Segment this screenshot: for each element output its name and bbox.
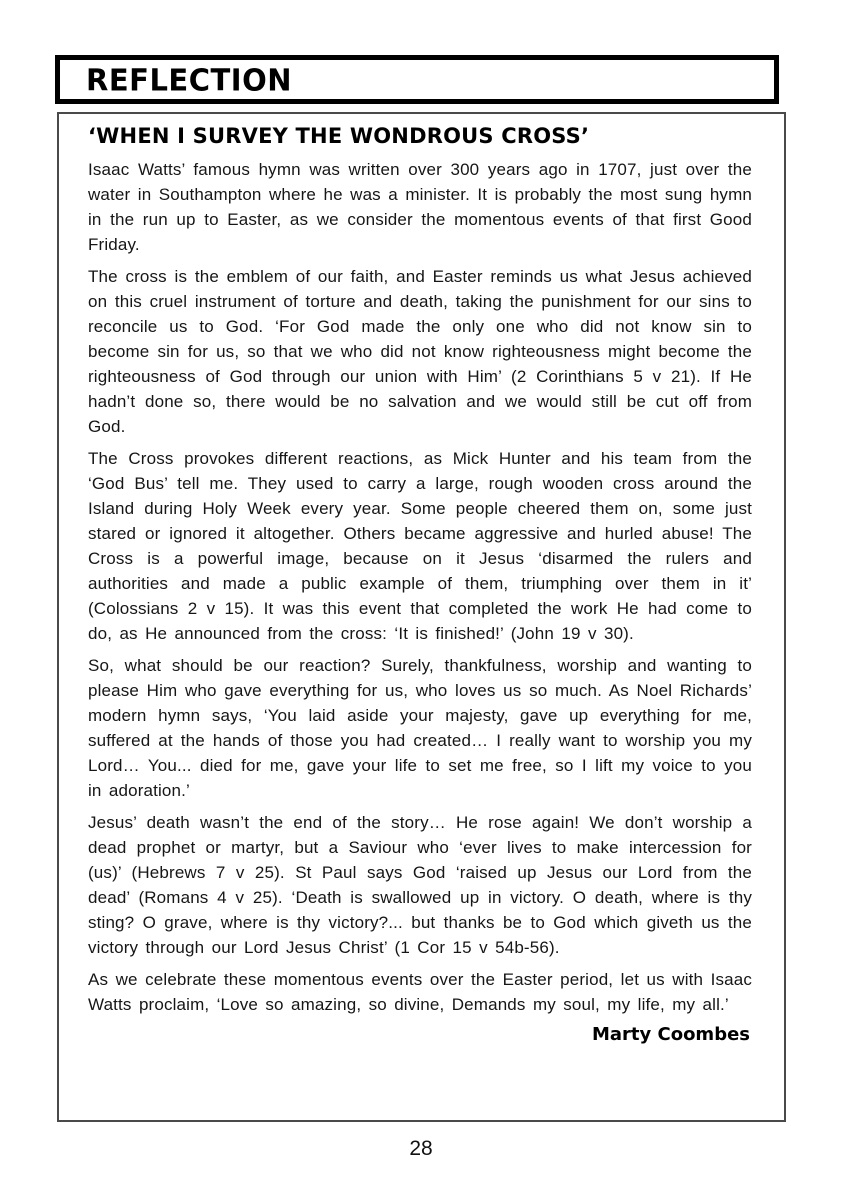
article-title: ‘WHEN I SURVEY THE WONDROUS CROSS’ <box>88 124 590 148</box>
article-paragraph-5: Jesus’ death wasn’t the end of the story… He rose again! We don’t worship a dead prophet or martyr, but a Saviour who ‘ever lives to make intercession for (us)’ (Hebrews 7 v 25). St Paul says God ‘raised up Jesus our Lord from the dead’ (Romans 4 v 25). ‘Death is swallowed up in victory. O death, where is thy sting? O grave, where is thy victory?... but thanks be to God which giveth us the victory through our Lord Jesus Christ’ (1 Cor 15 v 54b-56). <box>88 813 752 957</box>
section-header-box <box>55 55 779 104</box>
page-number: 28 <box>409 1137 433 1160</box>
section-title: REFLECTION <box>86 61 293 98</box>
article-paragraph-2: The cross is the emblem of our faith, and Easter reminds us what Jesus achieved on this cruel instrument of torture and death, taking the punishment for our sins to reconcile us to God. ‘For God made the only one who did not know sin to become sin for us, so that we who did not know righteousness might become the righteousness of God through our union with Him’ (2 Corinthians 5 v 21). If He hadn’t done so, there would be no salvation and we would still be cut off from God. <box>88 267 752 436</box>
article-paragraph-6: As we celebrate these momentous events over the Easter period, let us with Isaac Watts proclaim, ‘Love so amazing, so divine, Demands my soul, my life, my all.’ <box>88 970 752 1014</box>
article-box <box>57 112 786 1122</box>
article-paragraph-3: The Cross provokes different reactions, as Mick Hunter and his team from the ‘God Bus’ tell me. They used to carry a large, rough wooden cross around the Island during Holy Week every year. Some people cheered them on, some just stared or ignored it altogether. Others became aggressive and hurled abuse! The Cross is a powerful image, because on it Jesus ‘disarmed the rulers and authorities and made a public example of them, triumphing over them in it’ (Colossians 2 v 15). It was this event that completed the work He had come to do, as He announced from the cross: ‘It is finished!’ (John 19 v 30). <box>88 449 752 643</box>
article-paragraph-4: So, what should be our reaction? Surely, thankfulness, worship and wanting to please Him who gave everything for us, who loves us so much. As Noel Richards’ modern hymn says, ‘You laid aside your majesty, gave up everything for me, suffered at the hands of those you had created… I really want to worship you my Lord… You... died for me, gave your life to set me free, so I lift my voice to you in adoration.’ <box>88 656 752 800</box>
author-signature: Marty Coombes <box>591 1024 750 1045</box>
article-paragraph-1: Isaac Watts’ famous hymn was written over 300 years ago in 1707, just over the water in Southampton where he was a minister. It is probably the most sung hymn in the run up to Easter, as we consider the momentous events of that first Good Friday. <box>88 160 752 254</box>
